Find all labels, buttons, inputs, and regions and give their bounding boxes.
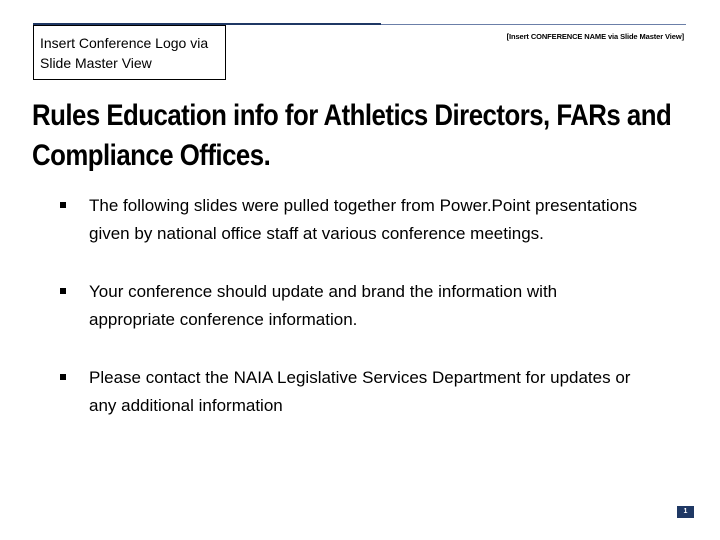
bullet-list [60, 192, 640, 420]
square-bullet-icon [60, 278, 66, 306]
bullet-item [60, 364, 640, 420]
logo-placeholder [33, 25, 226, 80]
bullet-text: Please contact the NAIA Legislative Services Department for updates or any additional information [89, 368, 631, 415]
page-number-badge: 1 [677, 506, 694, 518]
bullet-text: Your conference should update and brand the information with appropriate conference information. [89, 282, 558, 329]
logo-placeholder-text: Insert Conference Logo via Slide Master View [40, 35, 209, 71]
slide-title: Rules Education info for Athletics Directors, FARs and Compliance Offices. [32, 99, 672, 172]
bullet-item [60, 192, 640, 248]
bullet-item [60, 278, 640, 334]
square-bullet-icon [60, 192, 66, 220]
conference-name-placeholder: [Insert CONFERENCE NAME via Slide Master View] [506, 32, 684, 41]
square-bullet-icon [60, 364, 66, 392]
header-rule-light [381, 24, 686, 25]
bullet-text: The following slides were pulled together from Power.Point presentations given by national office staff at various conference meetings. [89, 196, 638, 243]
